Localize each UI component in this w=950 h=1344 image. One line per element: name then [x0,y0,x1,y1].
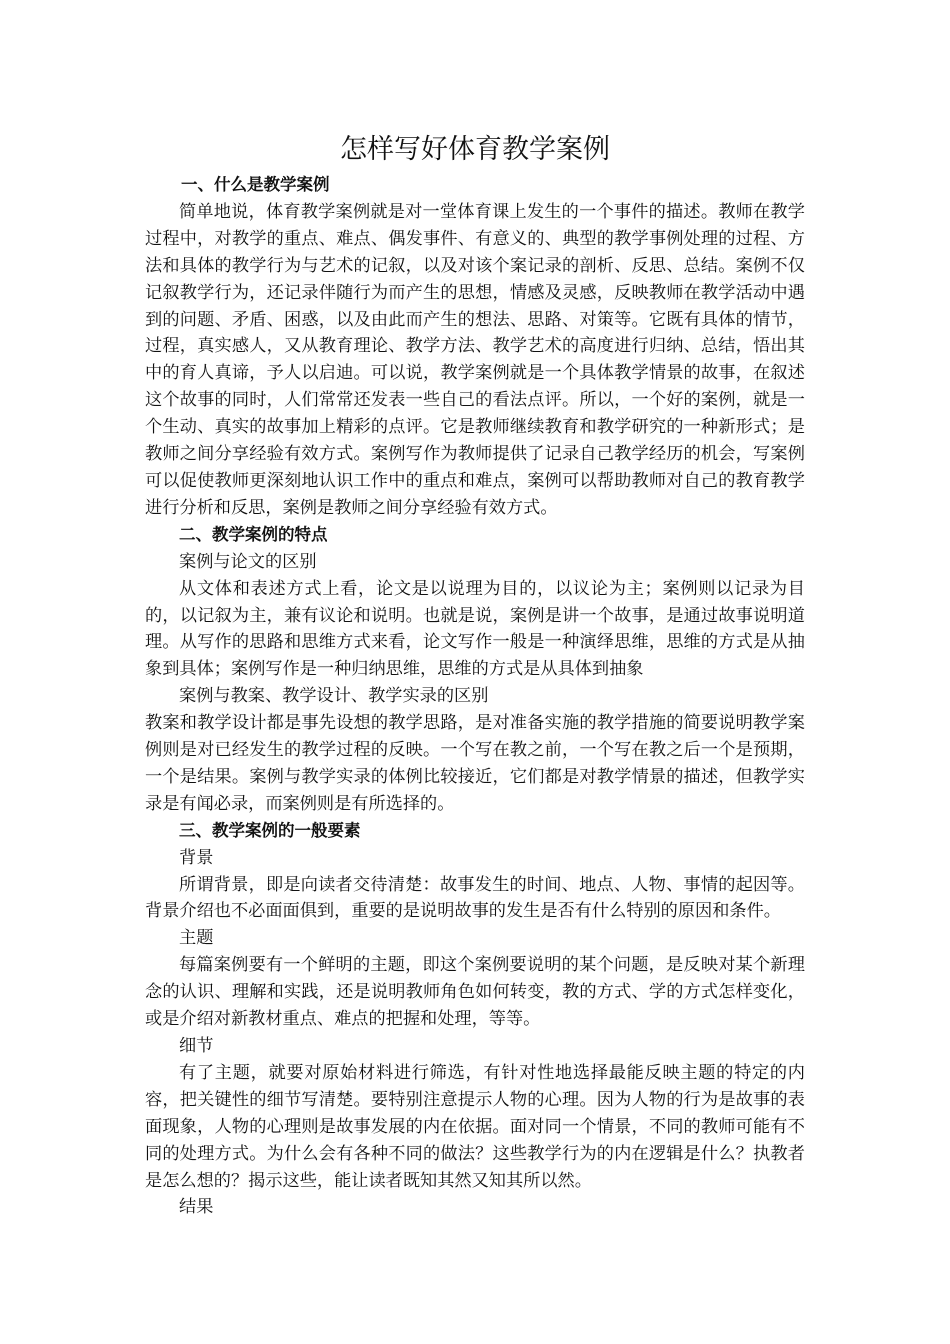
element-text-detail: 有了主题，就要对原始材料进行筛选，有针对性地选择最能反映主题的特定的内容，把关键性的细节写清楚。要特别注意提示人物的心理。因为人物的行为是故事的表面现象，人物的心理则是故事发展的内在依据。面对同一个情景，不同的教师可能有不同的处理方式。为什么会有各种不同的做法？这些教学行为的内在逻辑是什么？执教者是怎么想的？揭示这些，能让读者既知其然又知其所以然。 [145,1062,805,1191]
element-label-theme: 主题 [179,928,214,949]
subheading-case-vs-paper: 案例与论文的区别 [179,551,317,572]
section-1-paragraph: 简单地说，体育教学案例就是对一堂体育课上发生的一个事件的描述。教师在教学过程中，对教学的重点、难点、偶发事件、有意义的、典型的教学事例处理的过程、方法和具体的教学行为与艺术的记叙，以及对该个案记录的剖析、反思、总结。案例不仅记叙教学行为，还记录伴随行为而产生的思想，情感及灵感，反映教师在教学活动中遇到的问题、矛盾、困惑，以及由此而产生的想法、思路、对策等。它既有具体的情节，过程，真实感人，又从教育理论、教学方法、教学艺术的高度进行归纳、总结，悟出其中的育人真谛，予人以启迪。可以说，教学案例就是一个具体教学情景的故事，在叙述这个故事的同时，人们常常还发表一些自己的看法点评。所以，一个好的案例，就是一个生动、真实的故事加上精彩的点评。它是教师继续教育和教学研究的一种新形式；是教师之间分享经验有效方式。案例写作为教师提供了记录自己教学经历的机会，写案例可以促使教师更深刻地认识工作中的重点和难点，案例可以帮助教师对自己的教育教学进行分析和反思，案例是教师之间分享经验有效方式。 [145,201,805,518]
document-title: 怎样写好体育教学案例 [340,134,610,165]
element-label-detail: 细节 [179,1036,214,1056]
section-heading-3: 三、教学案例的一般要素 [179,820,361,840]
subheading-case-vs-lesson-plan: 案例与教案、教学设计、教学实录的区别 [179,686,489,707]
section-heading-2: 二、教学案例的特点 [179,524,328,544]
section-heading-1: 一、什么是教学案例 [181,175,330,194]
document-body [145,172,805,1221]
element-text-theme: 每篇案例要有一个鲜明的主题，即这个案例要说明的某个问题，是反映对某个新理念的认识、理解和实践，还是说明教师角色如何转变，教的方式、学的方式怎样变化，或是介绍对新教材重点、难点的把握和处理，等等。 [145,955,805,1030]
element-label-background: 背景 [179,847,214,868]
paragraph-case-vs-lesson-plan: 教案和教学设计都是事先设想的教学思路，是对准备实施的教学措施的简要说明教学案例则是对已经发生的教学过程的反映。一个写在教之前，一个写在教之后一个是预期，一个是结果。案例与教学实录的体例比较接近，它们都是对教学情景的描述，但教学实录是有闻必录，而案例则是有所选择的。 [145,713,805,814]
paragraph-case-vs-paper: 从文体和表述方式上看，论文是以说理为目的，以议论为主；案例则以记录为目的，以记叙为主，兼有议论和说明。也就是说，案例是讲一个故事，是通过故事说明道理。从写作的思路和思维方式来看，论文写作一般是一种演绎思维，思维的方式是从抽象到具体；案例写作是一种归纳思维，思维的方式是从具体到抽象 [145,578,805,680]
element-label-result: 结果 [179,1197,214,1218]
element-text-background: 所谓背景，即是向读者交待清楚：故事发生的时间、地点、人物、事情的起因等。背景介绍也不必面面俱到，重要的是说明故事的发生是否有什么特别的原因和条件。 [145,874,805,922]
